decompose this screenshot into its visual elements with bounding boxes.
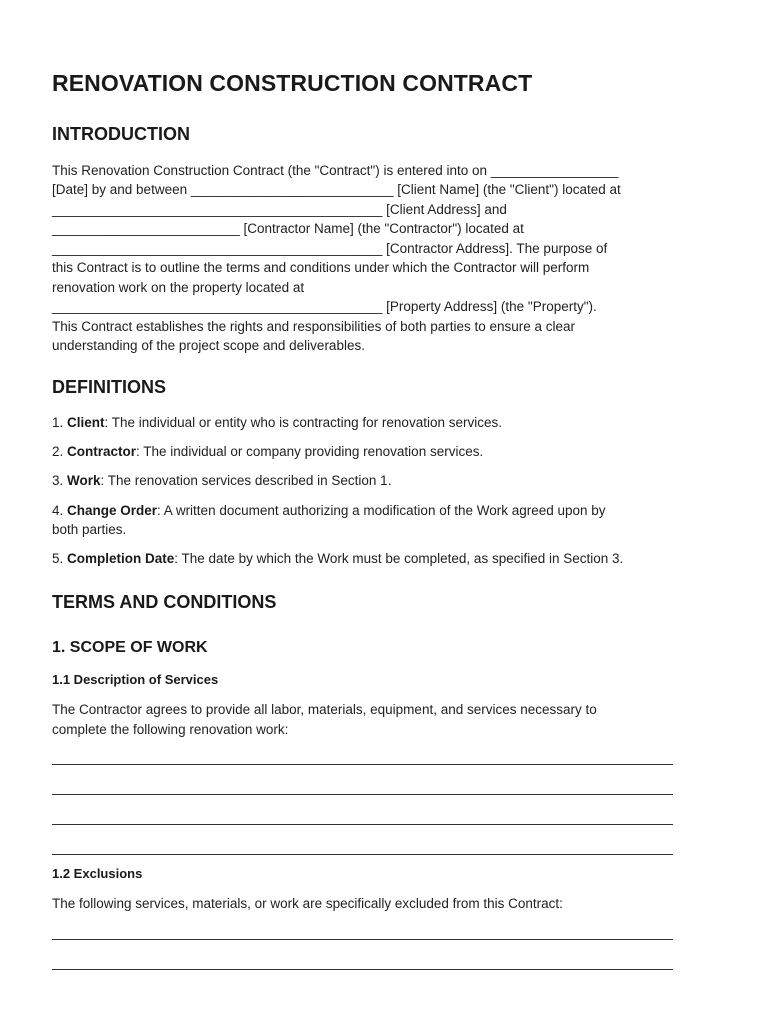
definition-term: Work <box>67 473 101 488</box>
terms-heading: TERMS AND CONDITIONS <box>52 592 277 612</box>
definition-term: Change Order <box>67 503 158 518</box>
definition-term: Completion Date <box>67 551 175 566</box>
blank-fill-line <box>52 969 673 970</box>
scope-of-work-heading: 1. SCOPE OF WORK <box>52 639 208 656</box>
intro-line: ____________________________________________ [Property Address] (the "Property"). <box>52 299 597 314</box>
definition-text: : A written document authorizing a modification of the Work agreed upon by <box>157 503 606 518</box>
blank-fill-line <box>52 764 673 765</box>
definitions-heading: DEFINITIONS <box>52 377 167 397</box>
blank-fill-line <box>52 854 673 855</box>
definition-item <box>52 442 483 462</box>
introduction-heading: INTRODUCTION <box>52 124 190 144</box>
intro-line: This Contract establishes the rights and responsibilities of both parties to ensure a clear <box>52 319 576 334</box>
exclusions-text: The following services, materials, or work are specifically excluded from this Contract: <box>52 896 563 911</box>
definition-continuation: both parties. <box>52 522 127 537</box>
intro-line: _________________________ [Contractor Name] (the "Contractor") located at <box>52 221 524 236</box>
intro-line: ____________________________________________ [Client Address] and <box>52 202 507 217</box>
blank-fill-line <box>52 794 673 795</box>
definition-text: : The individual or company providing renovation services. <box>136 444 484 459</box>
definition-number: 2. <box>52 444 68 459</box>
definition-item <box>52 413 502 433</box>
definition-number: 5. <box>52 551 68 566</box>
intro-line: understanding of the project scope and deliverables. <box>52 338 365 353</box>
exclusions-heading: 1.2 Exclusions <box>52 866 143 881</box>
definition-text: : The date by which the Work must be completed, as specified in Section 3. <box>174 551 624 566</box>
definition-number: 3. <box>52 473 68 488</box>
definition-text: : The renovation services described in Section 1. <box>100 473 392 488</box>
definition-item <box>52 549 623 569</box>
definition-number: 4. <box>52 503 68 518</box>
description-of-services-heading: 1.1 Description of Services <box>52 672 219 687</box>
intro-line: ____________________________________________ [Contractor Address]. The purpose of <box>52 241 608 256</box>
definition-term: Client <box>67 415 105 430</box>
page-title: RENOVATION CONSTRUCTION CONTRACT <box>52 70 533 96</box>
intro-line: this Contract is to outline the terms and conditions under which the Contractor will perform <box>52 260 590 275</box>
description-line: complete the following renovation work: <box>52 722 289 737</box>
definition-term: Contractor <box>67 444 137 459</box>
blank-fill-line <box>52 939 673 940</box>
description-line: The Contractor agrees to provide all labor, materials, equipment, and services necessary to <box>52 702 597 717</box>
definition-item <box>52 501 606 521</box>
definition-item <box>52 471 391 491</box>
blank-fill-line <box>52 824 673 825</box>
intro-line: [Date] by and between ___________________________ [Client Name] (the "Client") located at <box>52 182 621 197</box>
definition-text: : The individual or entity who is contracting for renovation services. <box>104 415 502 430</box>
intro-line: This Renovation Construction Contract (the "Contract") is entered into on _________________ <box>52 163 619 178</box>
definition-number: 1. <box>52 415 68 430</box>
intro-line: renovation work on the property located at <box>52 280 305 295</box>
